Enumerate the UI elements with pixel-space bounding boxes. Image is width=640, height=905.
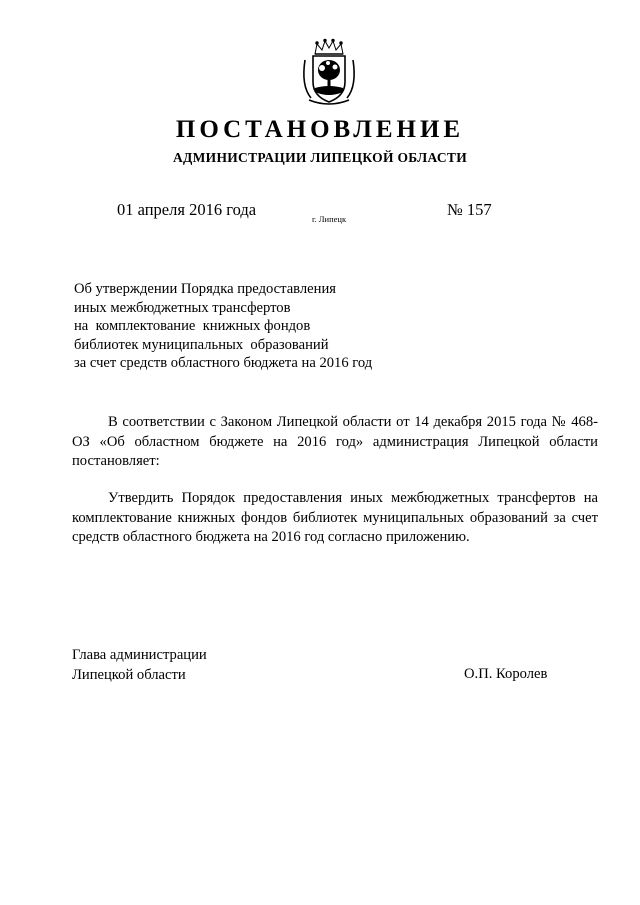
subject-line: за счет средств областного бюджета на 2016 год (74, 355, 373, 371)
body-paragraph-preamble: В соответствии с Законом Липецкой области от 14 декабря 2015 года № 468-ОЗ «Об областном бюджете на 2016 год» администрация Липецкой области постановляет: (72, 414, 598, 469)
document-number: № 157 (447, 200, 492, 219)
subject-line: иных межбюджетных трансфертов (74, 299, 291, 316)
signatory-name: О.П. Королев (464, 666, 548, 682)
document-city: г. Липецк (312, 214, 347, 224)
signatory-position (72, 646, 207, 685)
coat-of-arms-emblem (297, 38, 361, 110)
document-date: 01 апреля 2016 года (117, 200, 257, 219)
body-paragraph-resolution: Утвердить Порядок предоставления иных межбюджетных трансфертов на комплектование книжных фондов библиотек муниципальных образований за счет средств областного бюджета на 2016 год согласно приложению. (72, 490, 598, 545)
subject-line: библиотек муниципальных образований (74, 336, 329, 353)
document-subtitle: АДМИНИСТРАЦИИ ЛИПЕЦКОЙ ОБЛАСТИ (172, 150, 468, 165)
subject-line: на комплектование книжных фондов (74, 318, 311, 334)
subject-line: Об утверждении Порядка предоставления (74, 281, 336, 297)
signatory-position-line: Глава администрации (72, 647, 207, 663)
signatory-position-line: Липецкой области (72, 666, 186, 683)
document-subject (74, 280, 372, 373)
document-title: ПОСТАНОВЛЕНИЕ (175, 116, 465, 143)
